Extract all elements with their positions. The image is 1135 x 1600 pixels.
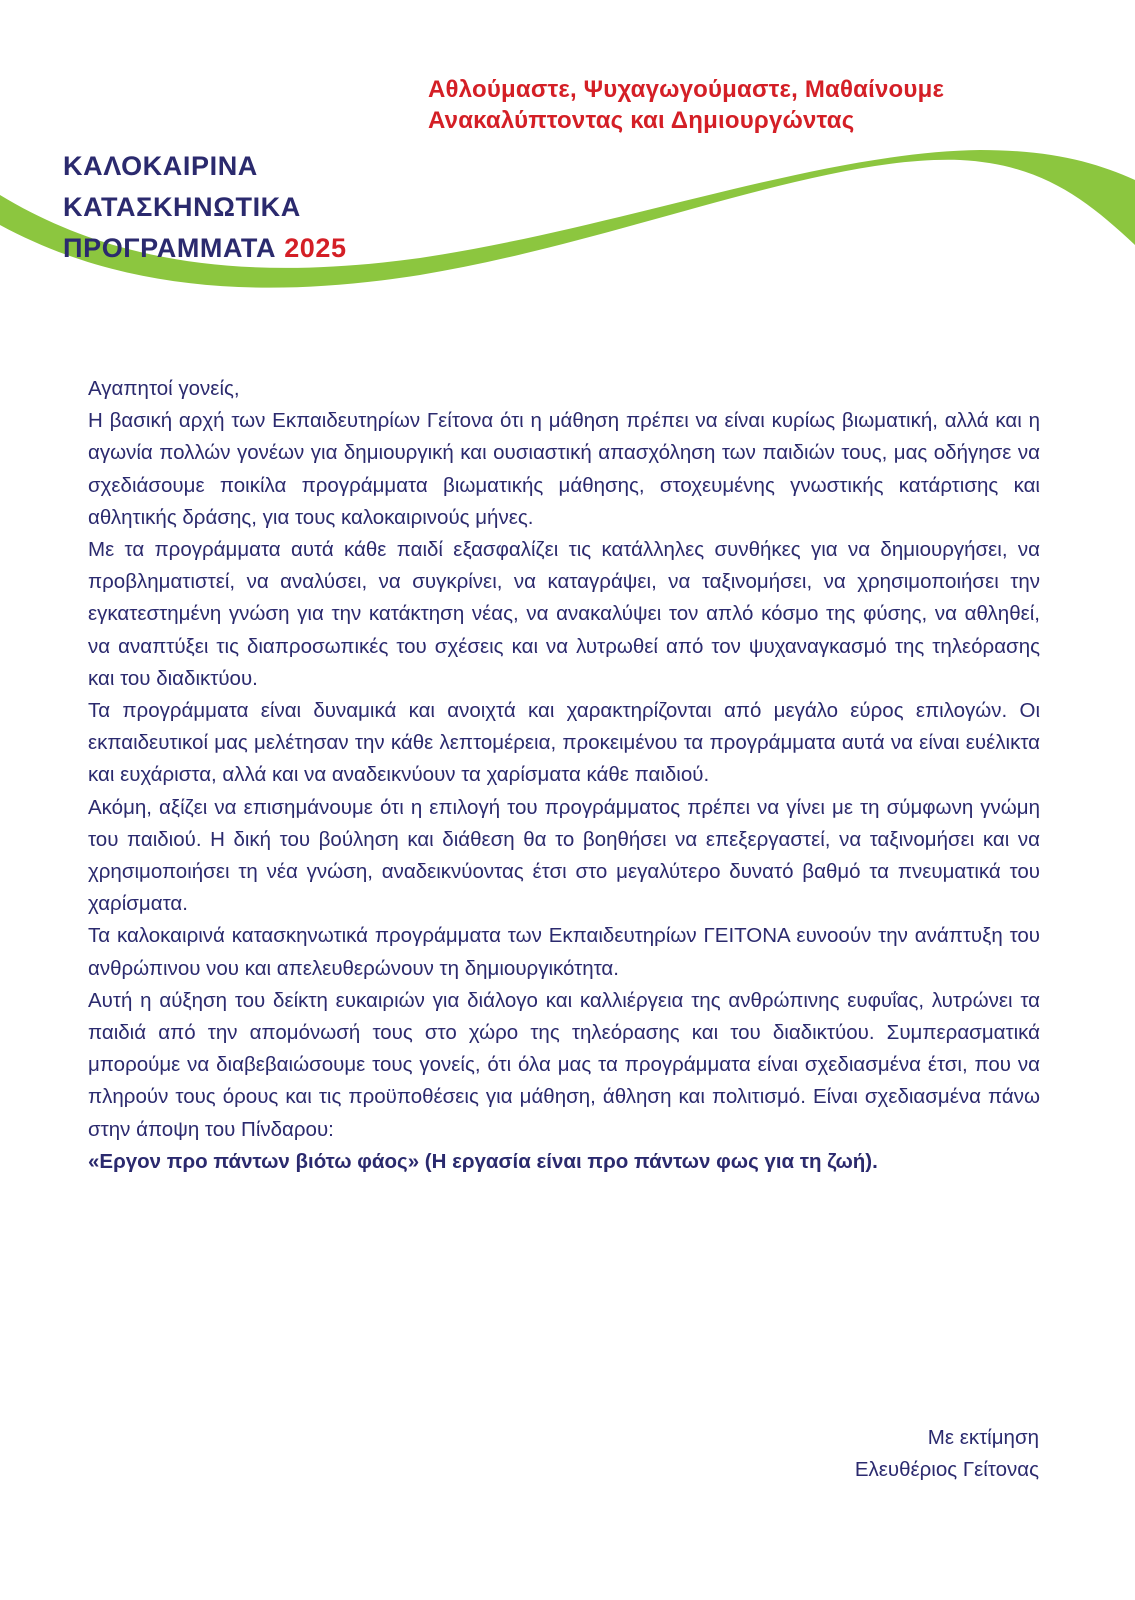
letter-paragraph-4: Ακόμη, αξίζει να επισημάνουμε ότι η επιλογή του προγράμματος πρέπει να γίνει με τη σύμφωνη γνώμη του παιδιού. Η δική του βούληση και διάθεση θα το βοηθήσει να επεξεργαστεί, να ταξινομήσει και να χρησιμοποιήσει τη νέα γνώση, αναδεικνύοντας έτσι στο μεγαλύτερο δυνατό βαθμό τα πνευματικά του χαρίσματα.: [88, 795, 1040, 916]
letter-paragraph-5: Τα καλοκαιρινά κατασκηνωτικά προγράμματα των Εκπαιδευτηρίων ΓΕΙΤΟΝΑ ευνοούν την ανάπτυξη του ανθρώπινου νου και απελευθερώνουν τη δημιουργικότητα.: [88, 924, 1040, 980]
page-title: [63, 146, 347, 269]
title-year: 2025: [284, 233, 347, 263]
letter-paragraph-6: Αυτή η αύξηση του δείκτη ευκαιριών για διάλογο και καλλιέργεια της ανθρώπινης ευφυΐας, λυτρώνει τα παιδιά από την απομόνωσή τους στο χώρο της τηλεόρασης και του διαδικτύου. Συμπερασματικά μπορούμε να διαβεβαιώσουμε τους γονείς, ότι όλα μας τα προγράμματα είναι σχεδιασμένα έτσι, που να πληρούν τους όρους και τις προϋποθέσεις για μάθηση, άθληση και πολιτισμό. Είναι σχεδιασμένα πάνω στην άποψη του Πίνδαρου:: [88, 988, 1040, 1141]
tagline-line-2: Ανακαλύπτοντας και Δημιουργώντας: [428, 107, 855, 134]
pindar-quote: «Εργον προ πάντων βιότω φάος» (Η εργασία είναι προ πάντων φως για τη ζωή).: [88, 1149, 878, 1173]
letter-body: [88, 373, 1040, 1178]
signature-block: [639, 1422, 1039, 1486]
title-line-1: ΚΑΛΟΚΑΙΡΙΝΑ: [63, 151, 258, 181]
title-programs: ΠΡΟΓΡΑΜΜΑΤΑ: [63, 233, 277, 263]
letter-paragraph-1: Η βασική αρχή των Εκπαιδευτηρίων Γείτονα ότι η μάθηση πρέπει να είναι κυρίως βιωματική, αλλά και η αγωνία πολλών γονέων για δημιουργική και ουσιαστική απασχόληση των παιδιών τους, μας οδήγησε να σχεδιάσουμε ποικίλα προγράμματα βιωματικής μάθησης, στοχευμένης γνωστικής κατάρτισης και αθλητικής δράσης, για τους καλοκαιρινούς μήνες.: [88, 409, 1040, 529]
tagline: [428, 74, 1068, 136]
title-line-3: [63, 228, 347, 269]
letter-paragraph-3: Τα προγράμματα είναι δυναμικά και ανοιχτά και χαρακτηρίζονται από μεγάλο εύρος επιλογών. Οι εκπαιδευτικοί μας μελέτησαν την κάθε λεπτομέρεια, προκειμένου τα προγράμματα αυτά να είναι ευέλικτα και ευχάριστα, αλλά και να αναδεικνύουν τα χαρίσματα κάθε παιδιού.: [88, 699, 1040, 787]
letter-greeting: Αγαπητοί γονείς,: [88, 377, 240, 400]
tagline-line-1: Αθλούμαστε, Ψυχαγωγούμαστε, Μαθαίνουμε: [428, 76, 945, 103]
title-line-2: ΚΑΤΑΣΚΗΝΩΤΙΚΑ: [63, 192, 301, 222]
closing-text: Με εκτίμηση: [927, 1426, 1039, 1449]
letter-paragraph-2: Με τα προγράμματα αυτά κάθε παιδί εξασφαλίζει τις κατάλληλες συνθήκες για να δημιουργήσει, να προβληματιστεί, να αναλύσει, να συγκρίνει, να καταγράψει, να ταξινομήσει, να χρησιμοποιήσει την εγκατεστημένη γνώση για την κατάκτηση νέας, να ανακαλύψει τον απλό κόσμο της φύσης, να αθληθεί, να αναπτύξει τις διαπροσωπικές του σχέσεις και να λυτρωθεί από τον ψυχαναγκασμό της τηλεόρασης και του διαδικτύου.: [88, 538, 1040, 690]
signature-name: Ελευθέριος Γείτονας: [854, 1458, 1039, 1481]
